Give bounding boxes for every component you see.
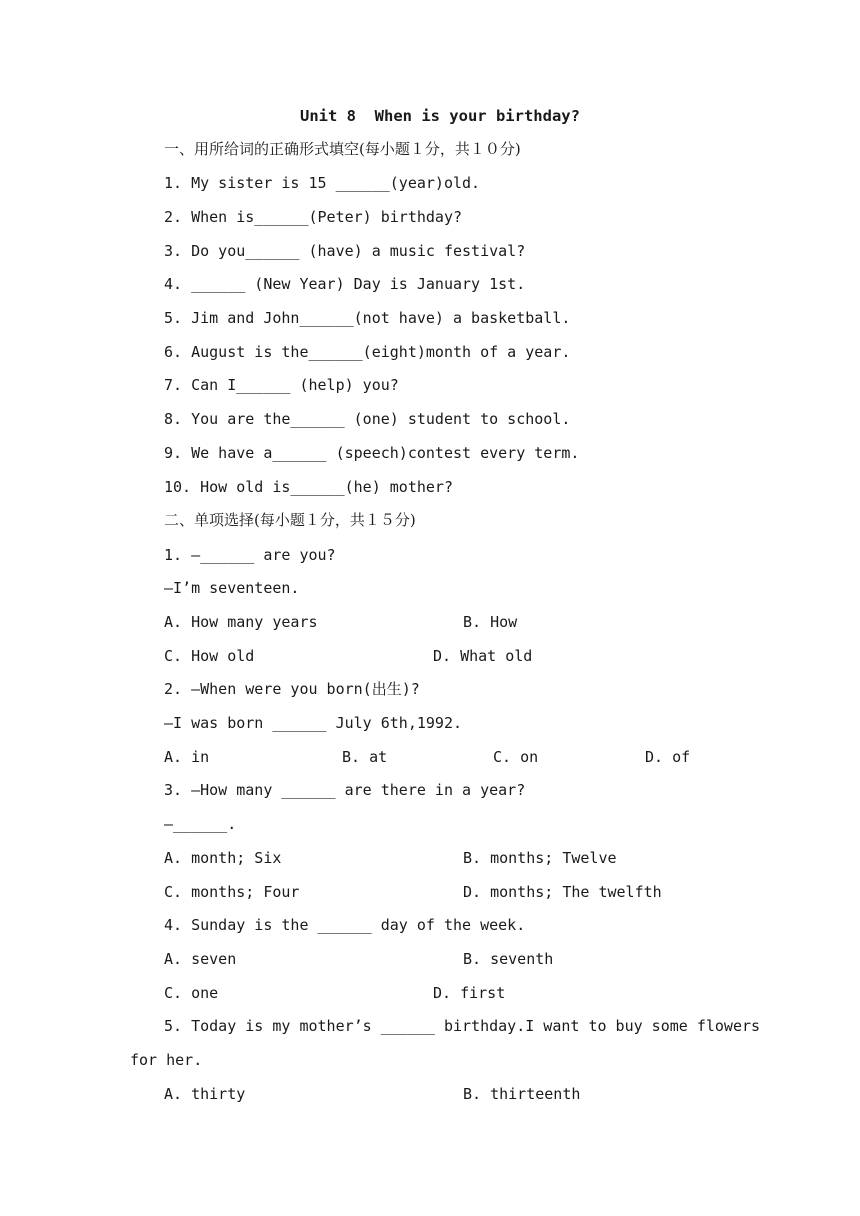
question-1-option-d: D. What old: [433, 647, 533, 665]
question-3-option-b: B. months; Twelve: [463, 849, 617, 867]
fill-blank-item-8: 8. You are the______ (one) student to school.: [164, 410, 571, 428]
fill-blank-item-1: 1. My sister is 15 ______(year)old.: [164, 174, 481, 192]
section1-heading: 一、用所给词的正确形式填空(每小题１分，共１０分): [164, 140, 521, 158]
question-2-stem: 2. —When were you born(出生)?: [164, 680, 420, 698]
question-4-option-b: B. seventh: [463, 950, 554, 968]
question-3-option-d: D. months; The twelfth: [463, 883, 662, 901]
question-1-stem: 1. —______ are you?: [164, 546, 336, 564]
fill-blank-item-10: 10. How old is______(he) mother?: [164, 478, 453, 496]
question-5-stem-line-1: 5. Today is my mother’s ______ birthday.I want to buy some flowers: [164, 1017, 761, 1035]
fill-blank-item-2: 2. When is______(Peter) birthday?: [164, 208, 463, 226]
question-2-option-d: D. of: [645, 748, 691, 766]
question-2-reply: —I was born ______ July 6th,1992.: [164, 714, 463, 732]
question-1-reply: —I’m seventeen.: [164, 579, 300, 597]
question-2-option-b: B. at: [342, 748, 388, 766]
question-3-option-c: C. months; Four: [164, 883, 300, 901]
question-3-option-a: A. month; Six: [164, 849, 282, 867]
page-title: Unit 8 When is your birthday?: [300, 107, 580, 125]
question-1-option-a: A. How many years: [164, 613, 318, 631]
question-2-option-a: A. in: [164, 748, 210, 766]
question-4-option-d: D. first: [433, 984, 506, 1002]
fill-blank-item-5: 5. Jim and John______(not have) a basketball.: [164, 309, 571, 327]
section2-heading: 二、单项选择(每小题１分，共１５分): [164, 511, 416, 529]
question-2-option-c: C. on: [493, 748, 539, 766]
question-5-option-a: A. thirty: [164, 1085, 246, 1103]
question-4-option-a: A. seven: [164, 950, 237, 968]
fill-blank-item-7: 7. Can I______ (help) you?: [164, 376, 399, 394]
question-4-option-c: C. one: [164, 984, 219, 1002]
question-3-stem: 3. —How many ______ are there in a year?: [164, 781, 526, 799]
question-5-option-b: B. thirteenth: [463, 1085, 581, 1103]
question-4-stem: 4. Sunday is the ______ day of the week.: [164, 916, 526, 934]
fill-blank-item-9: 9. We have a______ (speech)contest every term.: [164, 444, 580, 462]
fill-blank-item-6: 6. August is the______(eight)month of a year.: [164, 343, 571, 361]
fill-blank-item-4: 4. ______ (New Year) Day is January 1st.: [164, 275, 526, 293]
fill-blank-item-3: 3. Do you______ (have) a music festival?: [164, 242, 526, 260]
question-3-reply: —______.: [164, 815, 237, 833]
question-1-option-c: C. How old: [164, 647, 255, 665]
question-1-option-b: B. How: [463, 613, 518, 631]
question-5-stem-line-2: for her.: [130, 1051, 203, 1069]
